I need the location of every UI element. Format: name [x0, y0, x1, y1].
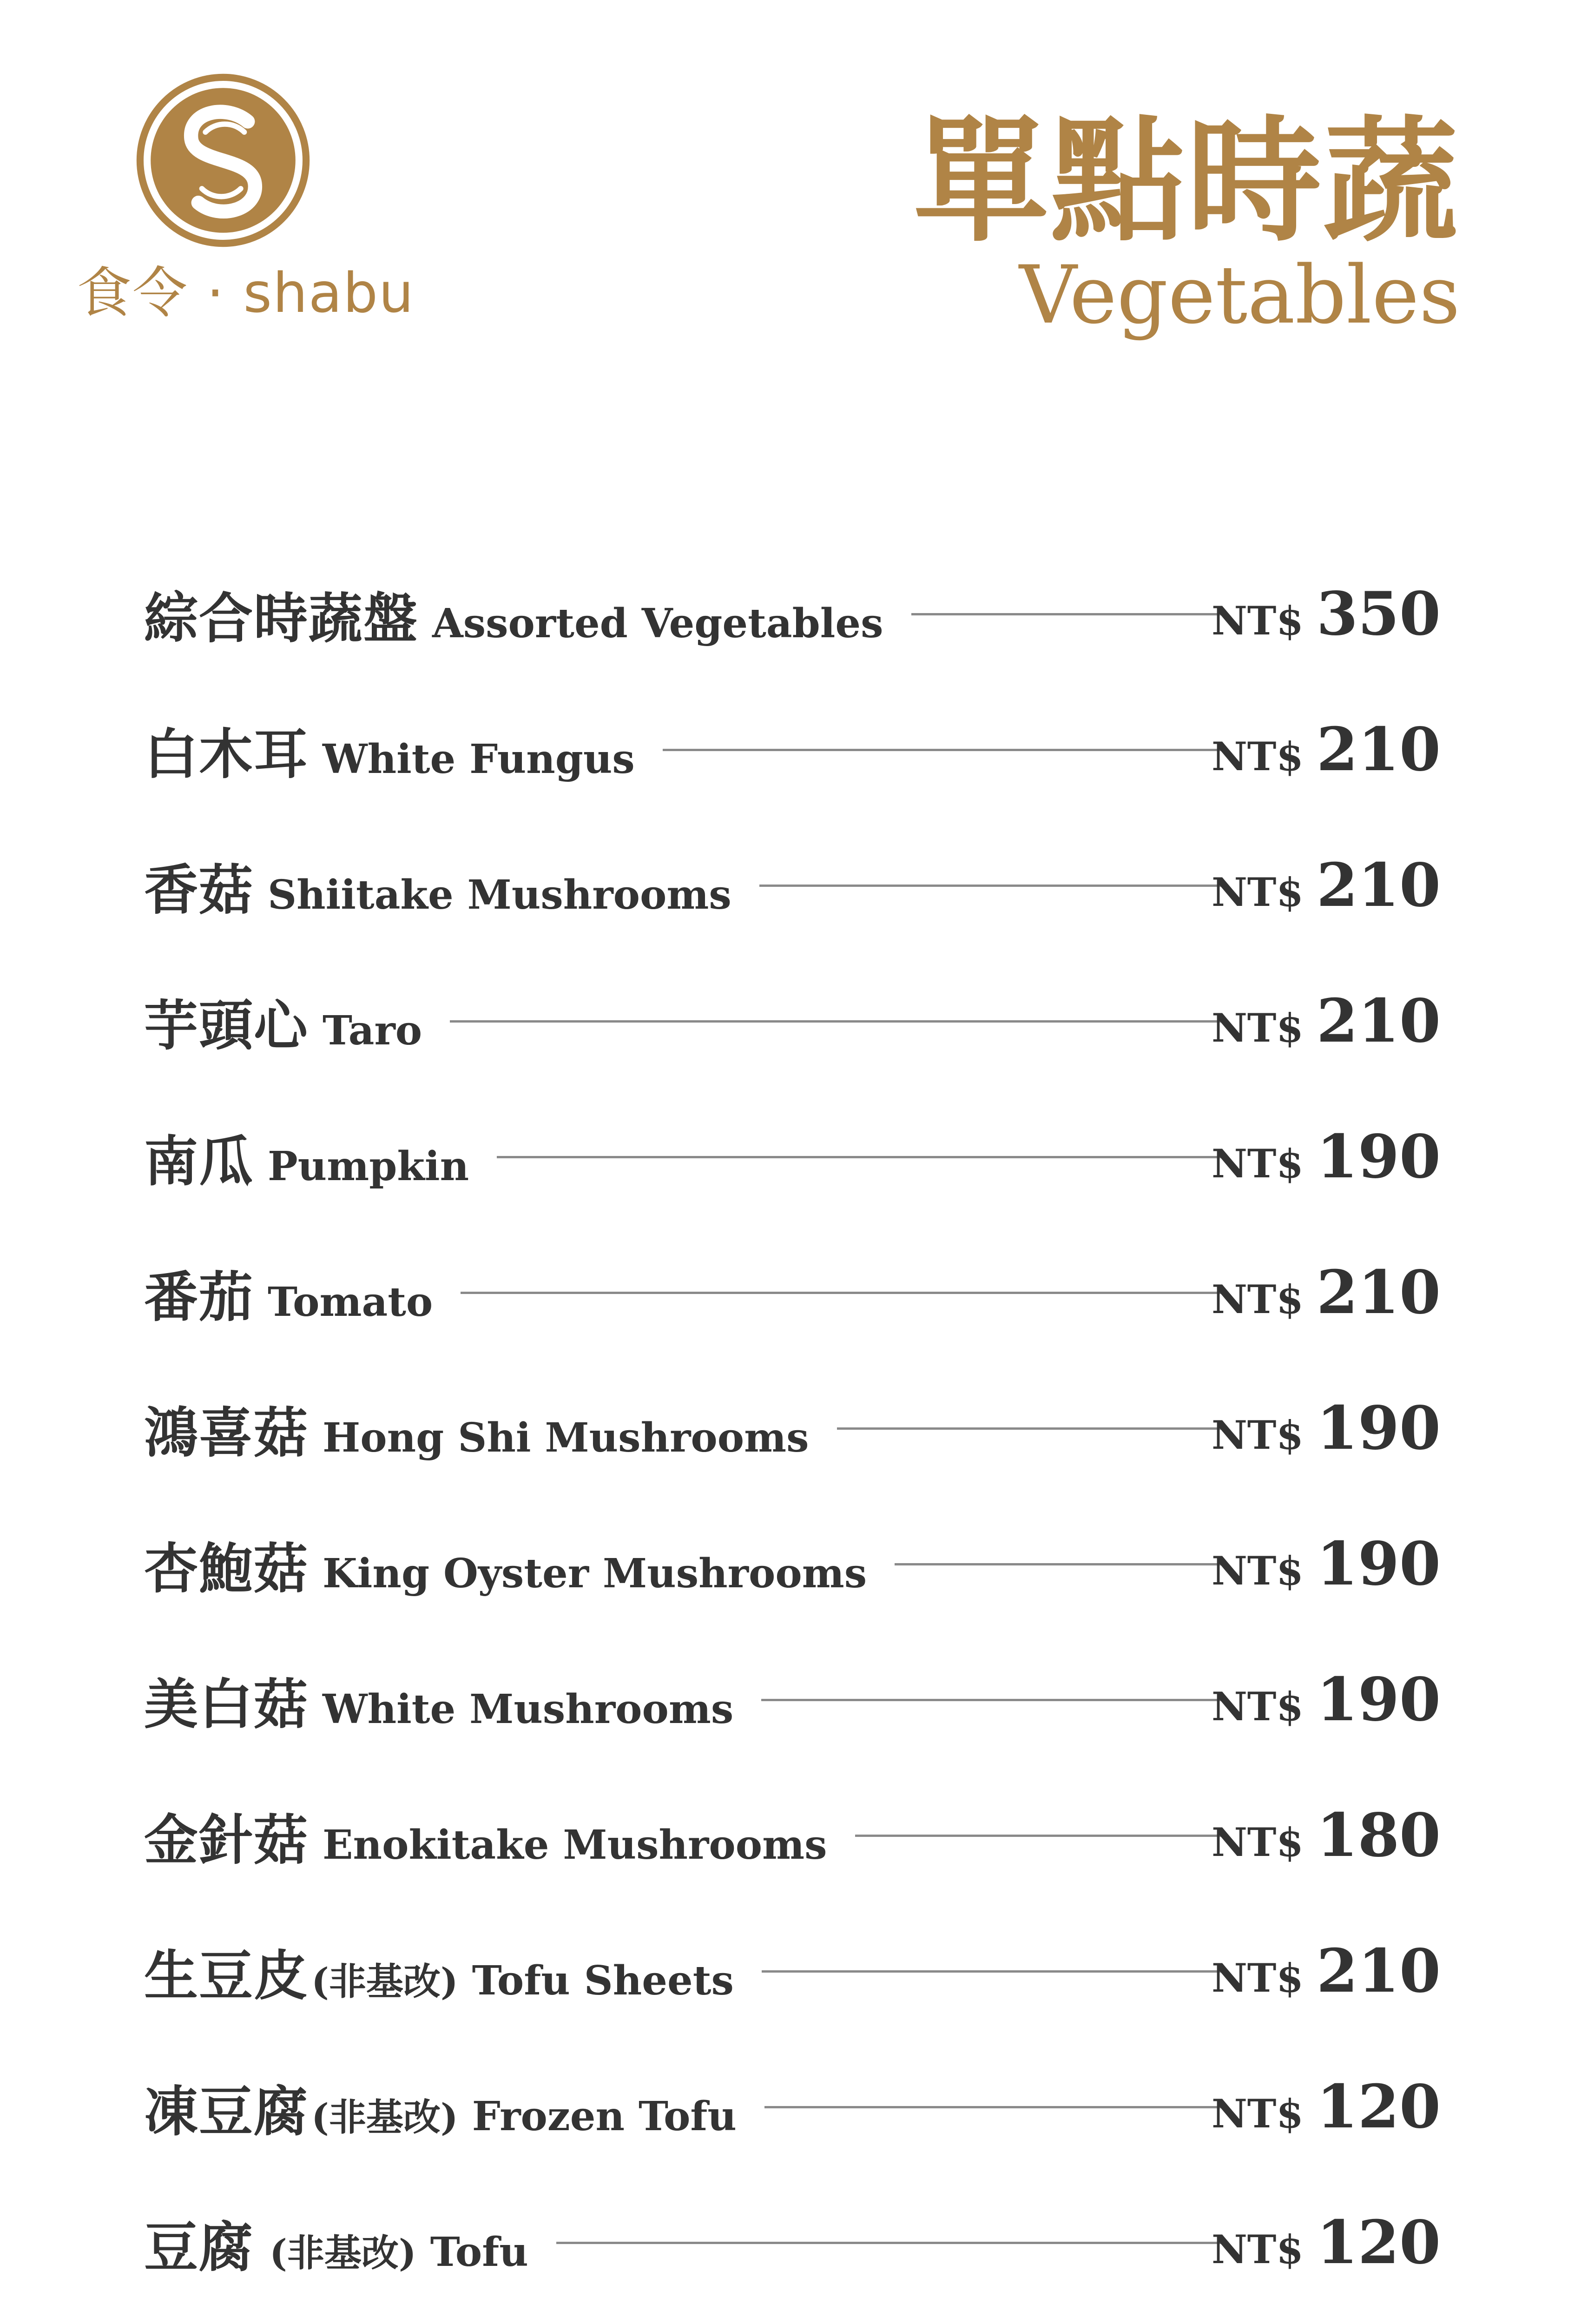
- item-price: [1212, 1665, 1441, 1735]
- currency: NT$: [1212, 1005, 1304, 1051]
- item-price: [1212, 579, 1441, 649]
- price-amount: 120: [1316, 2072, 1441, 2142]
- item-price: [1212, 1393, 1441, 1463]
- item-name-en: Tofu Sheets: [472, 1957, 734, 2004]
- item-name: [144, 575, 883, 653]
- brand-logo: [77, 72, 415, 325]
- item-name: [144, 1525, 867, 1603]
- leader-line: [762, 1970, 1222, 1973]
- item-name-zh: 番茄: [144, 1265, 254, 1329]
- menu-item: [144, 1768, 1441, 1903]
- price-amount: 120: [1316, 2208, 1441, 2278]
- item-price: [1212, 1801, 1441, 1870]
- menu-item: [144, 818, 1441, 953]
- currency: NT$: [1212, 2091, 1304, 2137]
- item-name-en: Assorted Vegetables: [432, 600, 883, 647]
- currency: NT$: [1212, 1684, 1304, 1730]
- menu-item: [144, 1360, 1441, 1496]
- price-amount: 210: [1316, 986, 1441, 1056]
- leader-line: [837, 1427, 1222, 1430]
- item-name: [144, 2204, 528, 2282]
- currency: NT$: [1212, 2226, 1304, 2272]
- item-name-zh: 金針菇: [144, 1808, 309, 1872]
- item-price: [1212, 2072, 1441, 2142]
- item-price: [1212, 715, 1441, 785]
- item-name-zh: 美白菇: [144, 1672, 309, 1736]
- leader-line: [461, 1292, 1222, 1294]
- item-name: [144, 711, 635, 789]
- item-name: [144, 983, 422, 1060]
- menu-item: [144, 2175, 1441, 2311]
- item-name: [144, 1797, 827, 1875]
- shabu-logo-icon: [135, 72, 311, 249]
- leader-line: [911, 613, 1222, 615]
- menu-item: [144, 2039, 1441, 2175]
- price-amount: 180: [1316, 1801, 1441, 1870]
- menu-item: [144, 1903, 1441, 2039]
- title-chinese: 單點時蔬: [914, 102, 1460, 260]
- item-name-en: Hong Shi Mushrooms: [323, 1414, 809, 1461]
- price-amount: 190: [1316, 1122, 1441, 1192]
- item-name-en: White Fungus: [323, 735, 635, 783]
- non-gmo-note: (非基改): [311, 2095, 458, 2139]
- menu-item: [144, 1089, 1441, 1225]
- item-name-en: Tomato: [268, 1278, 433, 1326]
- item-name-zh: 綜合時蔬盤: [144, 587, 418, 650]
- currency: NT$: [1212, 1276, 1304, 1322]
- menu-item: [144, 682, 1441, 818]
- menu-item: [144, 953, 1441, 1089]
- menu-list: [144, 546, 1441, 2324]
- item-name-zh: 杏鮑菇: [144, 1537, 309, 1600]
- item-name-zh: 白木耳: [144, 722, 309, 786]
- leader-line: [761, 1699, 1222, 1701]
- item-name-en: Taro: [323, 1007, 422, 1054]
- leader-line: [855, 1835, 1223, 1837]
- price-amount: 350: [1316, 579, 1441, 649]
- item-name-en: Pumpkin: [268, 1142, 469, 1190]
- item-name: [144, 847, 731, 924]
- leader-line: [759, 885, 1222, 887]
- menu-item: [144, 546, 1441, 682]
- item-name-en: Frozen Tofu: [472, 2093, 737, 2140]
- item-name-zh: 香菇: [144, 858, 254, 922]
- currency: NT$: [1212, 1955, 1304, 2001]
- brand-name: 食令 · shabu: [77, 261, 415, 325]
- item-name: [144, 1390, 809, 1467]
- item-price: [1212, 2208, 1441, 2278]
- currency: NT$: [1212, 1548, 1304, 1594]
- item-name-zh: 芋頭心: [144, 994, 309, 1057]
- menu-item: [144, 1225, 1441, 1360]
- item-price: [1212, 1936, 1441, 2006]
- leader-line: [663, 749, 1222, 751]
- item-name-en: Enokitake Mushrooms: [323, 1821, 827, 1868]
- menu-item: [144, 2311, 1441, 2324]
- menu-item: [144, 1632, 1441, 1768]
- price-amount: 190: [1316, 1529, 1441, 1599]
- currency: NT$: [1212, 1819, 1304, 1865]
- currency: NT$: [1212, 733, 1304, 779]
- leader-line: [764, 2106, 1222, 2108]
- price-amount: 190: [1316, 1393, 1441, 1463]
- leader-line: [556, 2242, 1222, 2244]
- item-name: [144, 1118, 469, 1196]
- currency: NT$: [1212, 1141, 1304, 1187]
- item-name-zh: 凍豆腐: [144, 2080, 309, 2143]
- non-gmo-note: (非基改): [270, 2231, 416, 2275]
- item-name-en: King Oyster Mushrooms: [323, 1550, 867, 1597]
- item-price: [1212, 1529, 1441, 1599]
- item-price: [1212, 851, 1441, 920]
- price-amount: 210: [1316, 715, 1441, 785]
- item-name-en: White Mushrooms: [323, 1685, 734, 1733]
- price-amount: 210: [1316, 1258, 1441, 1327]
- item-name: [144, 1661, 733, 1739]
- item-name: [144, 1254, 433, 1332]
- item-name: [144, 1933, 734, 2010]
- title-english: Vegetables: [1019, 248, 1460, 342]
- item-name-zh: 鴻喜菇: [144, 1401, 309, 1465]
- currency: NT$: [1212, 1412, 1304, 1458]
- item-name: [144, 2068, 737, 2146]
- item-name-en: Shiitake Mushrooms: [268, 871, 731, 918]
- currency: NT$: [1212, 598, 1304, 644]
- non-gmo-note: (非基改): [311, 1959, 458, 2003]
- leader-line: [895, 1563, 1222, 1565]
- price-amount: 190: [1316, 1665, 1441, 1735]
- item-name-en: Tofu: [430, 2228, 528, 2276]
- item-price: [1212, 1122, 1441, 1192]
- item-name-zh: 豆腐: [144, 2215, 254, 2279]
- leader-line: [497, 1156, 1222, 1158]
- item-price: [1212, 986, 1441, 1056]
- item-name-zh: 南瓜: [144, 1129, 254, 1193]
- price-amount: 210: [1316, 1936, 1441, 2006]
- price-amount: 210: [1316, 851, 1441, 920]
- currency: NT$: [1212, 869, 1304, 915]
- item-name-zh: 生豆皮: [144, 1944, 309, 2007]
- menu-section-title: [914, 102, 1460, 342]
- item-price: [1212, 1258, 1441, 1327]
- menu-item: [144, 1496, 1441, 1632]
- leader-line: [450, 1020, 1222, 1023]
